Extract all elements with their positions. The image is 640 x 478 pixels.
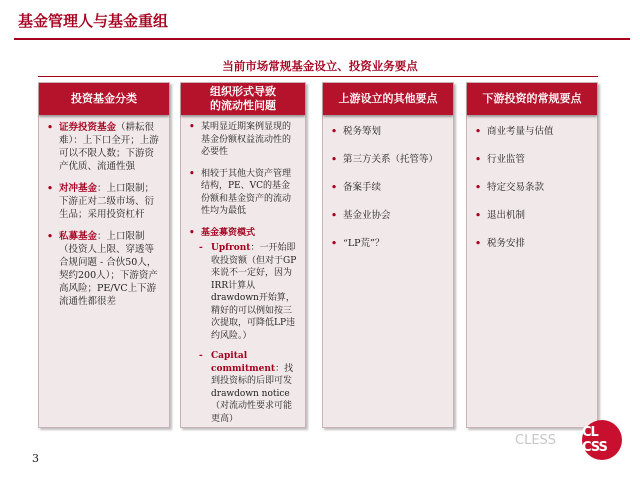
list-item <box>475 153 590 166</box>
list-item <box>47 182 162 221</box>
item-text: 基金业协会 <box>343 210 391 221</box>
list-item <box>475 125 590 138</box>
item-text: 特定交易条款 <box>487 182 545 193</box>
item-text: 退出机制 <box>487 210 526 221</box>
bullet-icon: • <box>331 210 338 221</box>
item-text: ：找到投资标的后即可发drawdown notice（对流动性要求可能更高） <box>211 363 294 424</box>
bullet-icon: • <box>189 122 195 132</box>
page-subtitle: 当前市场常规基金设立、投资业务要点 <box>222 59 418 73</box>
list-item <box>189 227 298 240</box>
page-number: 3 <box>32 452 39 465</box>
list-item <box>331 153 446 166</box>
bullet-icon: • <box>475 126 482 137</box>
item-keyword: 基金募资模式 <box>201 227 256 238</box>
dash-icon: - <box>199 351 203 361</box>
list-item <box>331 181 446 194</box>
column-liquidity-issues <box>180 82 306 428</box>
sub-item <box>199 350 298 425</box>
bullet-icon: • <box>331 238 338 249</box>
subtitle-divider <box>38 76 598 77</box>
sub-item <box>199 242 298 342</box>
item-keyword: Capital commitment <box>211 351 276 374</box>
item-text: 商业考量与估值 <box>487 126 554 137</box>
item-text: （耕耘很难）：上下口全开；上游可以不限人数；下游资产优质、流通性强 <box>59 122 159 172</box>
bullet-icon: • <box>475 210 482 221</box>
item-text: 行业监管 <box>487 154 526 165</box>
column-downstream-points <box>466 82 598 428</box>
item-text: ：一开始即收投资额（但对于GP来说不一定好，因为IRR计算从drawdown开始算，精好的可以例如按三次提取，可降低LP违约风险。） <box>211 243 297 341</box>
bullet-icon: • <box>47 183 54 194</box>
list-item <box>475 237 590 250</box>
dash-icon: - <box>199 243 203 253</box>
list-item <box>331 237 446 250</box>
bullet-icon: • <box>475 182 482 193</box>
column-header-line: 的流动性问题 <box>210 99 276 112</box>
column-fund-types <box>38 82 170 428</box>
item-text: “LP荒”？ <box>343 238 385 249</box>
item-keyword: 对冲基金 <box>59 183 98 194</box>
cless-logo-icon: CL CSS <box>582 420 622 460</box>
column-header: 下游投资的常规要点 <box>467 83 597 115</box>
bullet-icon: • <box>331 154 338 165</box>
column-header: 投资基金分类 <box>39 83 169 115</box>
item-text: 某明显近期案例显现的基金份额权益流动性的必要性 <box>201 122 292 157</box>
bullet-icon: • <box>189 168 195 179</box>
item-keyword: 证券投资基金 <box>59 122 117 133</box>
bullet-icon: • <box>475 154 482 165</box>
item-text: ：上口限制（投资人上限、穿透等合规问题 - 合伙50人，契约200人）；下游资产高风险；PE/VC上下游流通性都很差 <box>59 231 158 307</box>
list-item <box>47 230 162 308</box>
bullet-icon: • <box>331 126 338 137</box>
column-header <box>181 83 305 115</box>
list-item <box>331 125 446 138</box>
item-keyword: 私募基金 <box>59 231 98 242</box>
item-text: 税务安排 <box>487 238 526 249</box>
list-item <box>47 121 162 173</box>
bullet-icon: • <box>47 122 54 133</box>
item-text: 税务筹划 <box>343 126 382 137</box>
bullet-icon: • <box>189 227 195 238</box>
item-text: ：上口限制；下游正对二级市场、衍生品；采用投资杠杆 <box>59 183 155 220</box>
title-divider <box>14 38 630 40</box>
wechat-watermark: CLESS <box>515 433 557 448</box>
item-text: 备案手续 <box>343 182 382 193</box>
item-text: 相较于其他大资产管理结构，PE、VC的基金份额和基金资产的流动性均为最低 <box>201 168 292 216</box>
item-text: 第三方关系（托管等） <box>343 154 439 165</box>
list-item <box>189 168 298 218</box>
bullet-icon: • <box>475 238 482 249</box>
list-item <box>189 121 298 159</box>
list-item <box>475 209 590 222</box>
item-keyword: Upfront <box>211 243 251 253</box>
column-header: 上游设立的其他要点 <box>323 83 453 115</box>
column-header-line: 组织形式导致 <box>210 85 276 98</box>
page-title: 基金管理人与基金重组 <box>18 12 169 30</box>
bullet-icon: • <box>331 182 338 193</box>
list-item <box>475 181 590 194</box>
list-item <box>331 209 446 222</box>
bullet-icon: • <box>47 231 54 242</box>
column-upstream-points <box>322 82 454 428</box>
